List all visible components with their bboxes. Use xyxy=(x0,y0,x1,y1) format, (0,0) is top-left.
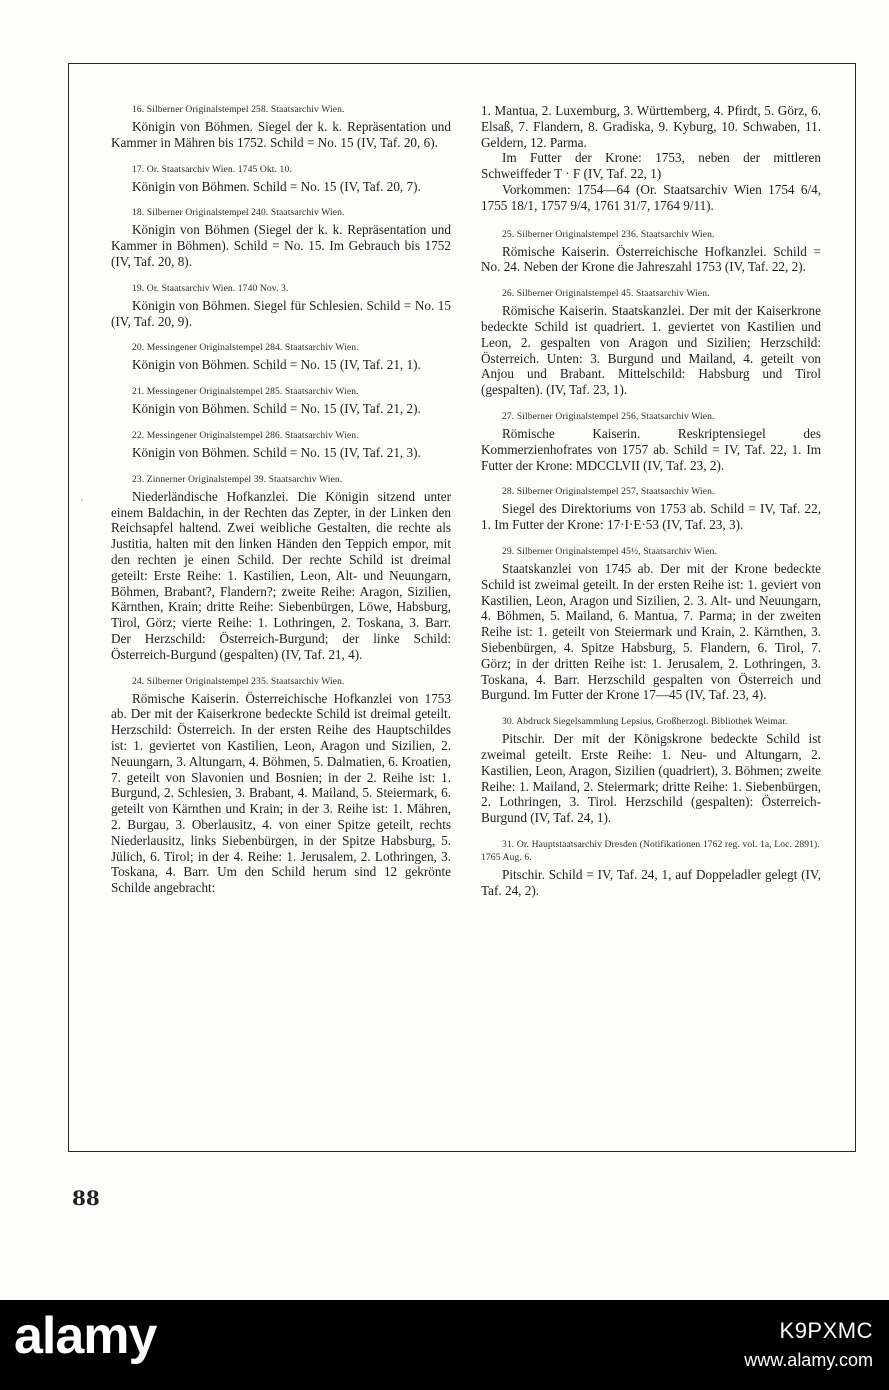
entry-source: 27. Silberner Originalstempel 256, Staatsarchiv Wien. xyxy=(502,410,715,422)
entry-source: 31. Or. Hauptstaatsarchiv Dresden (Notifikationen 1762 reg. vol. 1a, Loc. 2891). 1765 Aug. 6. xyxy=(481,838,820,863)
entry-description: Königin von Böhmen. Schild = No. 15 (IV, Taf. 21, 2). xyxy=(132,401,421,417)
catalog-entry-continued xyxy=(481,103,821,214)
entry-source: 25. Silberner Originalstempel 236. Staatsarchiv Wien. xyxy=(502,228,715,240)
entry-description: Vorkommen: 1754—64 (Or. Staatsarchiv Wien 1754 6/4, 1755 18/1, 1757 9/4, 1761 31/7, 1764 9/11). xyxy=(481,181,821,213)
entry-description: Römische Kaiserin. Österreichische Hofkanzlei. Schild = No. 24. Neben der Krone die Jahreszahl 1753 (IV, Taf. 22, 2). xyxy=(481,243,821,275)
entry-source: 30. Abdruck Siegelsammlung Lepsius, Großherzogl. Bibliothek Weimar. xyxy=(502,716,788,728)
scan-artifact-mark: ' xyxy=(81,498,83,509)
catalog-entry xyxy=(111,341,451,373)
catalog-entry xyxy=(111,103,451,151)
entry-source: 18. Silberner Originalstempel 240. Staatsarchiv Wien. xyxy=(132,207,345,219)
watermark-footer xyxy=(0,1300,889,1390)
entry-description: Pitschir. Schild = IV, Taf. 24, 1, auf Doppeladler gelegt (IV, Taf. 24, 2). xyxy=(481,866,821,898)
catalog-entry xyxy=(111,206,451,269)
catalog-entry xyxy=(481,545,821,703)
image-id-label: K9PXMC xyxy=(779,1318,873,1343)
entry-source: 20. Messingener Originalstempel 284. Staatsarchiv Wien. xyxy=(132,342,359,354)
entry-source: 22. Messingener Originalstempel 286. Staatsarchiv Wien. xyxy=(132,429,359,441)
catalog-entry xyxy=(481,485,821,533)
alamy-logo: alamy xyxy=(14,1307,157,1365)
entry-source: 29. Silberner Originalstempel 45½, Staatsarchiv Wien. xyxy=(502,545,717,557)
catalog-entry xyxy=(481,715,821,826)
catalog-entry xyxy=(481,287,821,398)
catalog-entry xyxy=(481,228,821,276)
left-column xyxy=(111,103,451,908)
entry-source: 28. Silberner Originalstempel 257, Staatsarchiv Wien. xyxy=(502,486,715,498)
entry-source: 23. Zinnerner Originalstempel 39. Staatsarchiv Wien. xyxy=(132,473,343,485)
entry-source: 17. Or. Staatsarchiv Wien. 1745 Okt. 10. xyxy=(132,163,292,175)
entry-description: Niederländische Hofkanzlei. Die Königin sitzend unter einem Baldachin, in der Rechten das Zepter, in der Linken den Reichsapfel haltend. Zwei weibliche Gestalten, die rechte als Justitia, halten mit den linken Händen den Teppich empor, mit den rechten je einen Schild. Der rechte Schild ist dreimal geteilt: Erste Reihe: 1. Kastilien, Leon, Alt- und Neuungarn, Böhmen, Brabant?, Flandern?; zweite Reihe: Aragon, Sizilien, Kärnthen, Krain; dritte Reihe: Siebenbürgen, Löwe, Habsburg, Tirol, Görz; vierte Reihe: 1. Lothringen, 2. Toskana, 3. Barr. Der Herzschild: Österreich-Burgund; der linke Schild: Österreich-Burgund (gespalten) (IV, Taf. 21, 4). xyxy=(111,488,451,662)
catalog-entry xyxy=(111,163,451,195)
catalog-entry xyxy=(481,838,821,899)
entry-description: Königin von Böhmen. Siegel der k. k. Repräsentation und Kammer in Mähren bis 1752. Schild = No. 15 (IV, Taf. 20, 6). xyxy=(111,119,451,150)
catalog-entry xyxy=(481,410,821,473)
entry-description: Römische Kaiserin. Reskriptensiegel des Kommerzienhofrates von 1757 ab. Schild = IV, Taf. 22, 1. Im Futter der Krone: MDCCLVII (IV, Taf. 23, 2). xyxy=(481,425,821,473)
page-number: 88 xyxy=(72,1186,100,1210)
entry-source: 26. Silberner Originalstempel 45. Staatsarchiv Wien. xyxy=(502,288,710,300)
entry-source: 19. Or. Staatsarchiv Wien. 1740 Nov. 3. xyxy=(132,282,289,294)
entry-description: Pitschir. Der mit der Königskrone bedeckte Schild ist zweimal geteilt. Erste Reihe: 1. Neu- und Altungarn, 2. Kastilien, Leon, Aragon, Sizilien (quadriert), 3. Böhmen; zweite Reihe: 1. Mailand, 2. Steiermark; dritte Reihe: 1. Siebenbürgen, 2. Lothringen, 3. Tirol. Herzschild (gespalten): Österreich-Burgund (IV, Taf. 24, 1). xyxy=(481,731,821,826)
catalog-entry xyxy=(111,282,451,330)
entry-description: 1. Mantua, 2. Luxemburg, 3. Württemberg, 4. Pfirdt, 5. Görz, 6. Elsaß, 7. Flandern, 8. Gradiska, 9. Kyburg, 10. Schwaben, 11. Geldern, 12. Parma. xyxy=(481,103,821,150)
entry-description: Römische Kaiserin. Österreichische Hofkanzlei von 1753 ab. Der mit der Kaiserkrone bedeckte Schild ist dreimal geteilt. Herzschild: Österreich. In der ersten Reihe des Hauptschildes ist: 1. geviertet von Kastilien, Leon, Aragon und Sizilien, 2. Neuungarn, 3. Altungarn, 4. Böhmen, 5. Dalmatien, 6. Kroatien, 7. geteilt von Slavonien und Bosnien; in der 2. Reihe ist: 1. Burgund, 2. Schlesien, 3. Brabant, 4. Mailand, 5. Steiermark, 6. geteilt von Kärnthen und Krain; in der 3. Reihe ist: 1. Mähren, 2. Burgau, 3. Oberlausitz, 4. von einer Spitze geteilt, rechts Niederlausitz, links Siebenbürgen, in der Spitze Habsburg, 5. Jülich, 6. Tirol; in der 4. Reihe: 1. Jerusalem, 2. Lothringen, 3. Toskana, 4. Barr. Um den Schild herum sind 12 gekrönte Schilde angebracht: xyxy=(111,690,451,896)
entry-source: 16. Silberner Originalstempel 258. Staatsarchiv Wien. xyxy=(132,104,345,115)
entry-source: 24. Silberner Originalstempel 235. Staatsarchiv Wien. xyxy=(132,675,345,687)
watermark-url: www.alamy.com xyxy=(744,1350,873,1370)
catalog-entry xyxy=(111,385,451,417)
entry-description: Königin von Böhmen. Siegel für Schlesien. Schild = No. 15 (IV, Taf. 20, 9). xyxy=(111,297,451,329)
catalog-entry xyxy=(111,473,451,663)
entry-description: Staatskanzlei von 1745 ab. Der mit der Krone bedeckte Schild ist zweimal geteilt. In der ersten Reihe ist: 1. geviert von Kastilien, Leon, Aragon und Sizilien, 2. 3. Alt- und Neuungarn, 4. Böhmen, 5. Mailand, 6. Mantua, 7. Parma; in der zweiten Reihe ist: 1. geteilt von Steiermark und Krain, 2. Kärnthen, 3. Siebenbürgen, 4. Spitze Habsburg, 5. Flandern, 6. Tirol, 7. Görz; in der dritten Reihe ist: 1. Jerusalem, 2. Lothringen, 3. Toskana, 4. Barr. Herzschild gespalten von Österreich und Burgund. Im Futter der Krone 17—45 (IV, Taf. 23, 4). xyxy=(481,560,821,703)
entry-source: 21. Messingener Originalstempel 285. Staatsarchiv Wien. xyxy=(132,386,359,398)
entry-description: Königin von Böhmen. Schild = No. 15 (IV, Taf. 20, 7). xyxy=(132,178,421,194)
entry-description: Siegel des Direktoriums von 1753 ab. Schild = IV, Taf. 22, 1. Im Futter der Krone: 17·I·E·53 (IV, Taf. 23, 3). xyxy=(481,501,821,533)
entry-description: Im Futter der Krone: 1753, neben der mittleren Schweiffeder T · F (IV, Taf. 22, 1) xyxy=(481,150,821,182)
catalog-entry xyxy=(111,429,451,461)
entry-description: Königin von Böhmen. Schild = No. 15 (IV, Taf. 21, 3). xyxy=(132,444,421,460)
entry-description: Römische Kaiserin. Staatskanzlei. Der mit der Kaiserkrone bedeckte Schild ist quadriert. 1. geviertet von Kastilien und Leon, 2. gespalten von Aragon und Sizilien; Herzschild: Österreich. Unten: 3. Burgund und Mailand, 4. geteilt von Anjou und Brabant. Mittelschild: Habsburg und Tirol (gespalten). (IV, Taf. 23, 1). xyxy=(481,303,821,398)
entry-description: Königin von Böhmen (Siegel der k. k. Repräsentation und Kammer in Böhmen). Schild = No. 15. Im Gebrauch bis 1752 (IV, Taf. 20, 8). xyxy=(111,222,451,269)
catalog-entry xyxy=(111,675,451,896)
entry-description: Königin von Böhmen. Schild = No. 15 (IV, Taf. 21, 1). xyxy=(132,357,421,373)
right-column xyxy=(481,103,821,910)
